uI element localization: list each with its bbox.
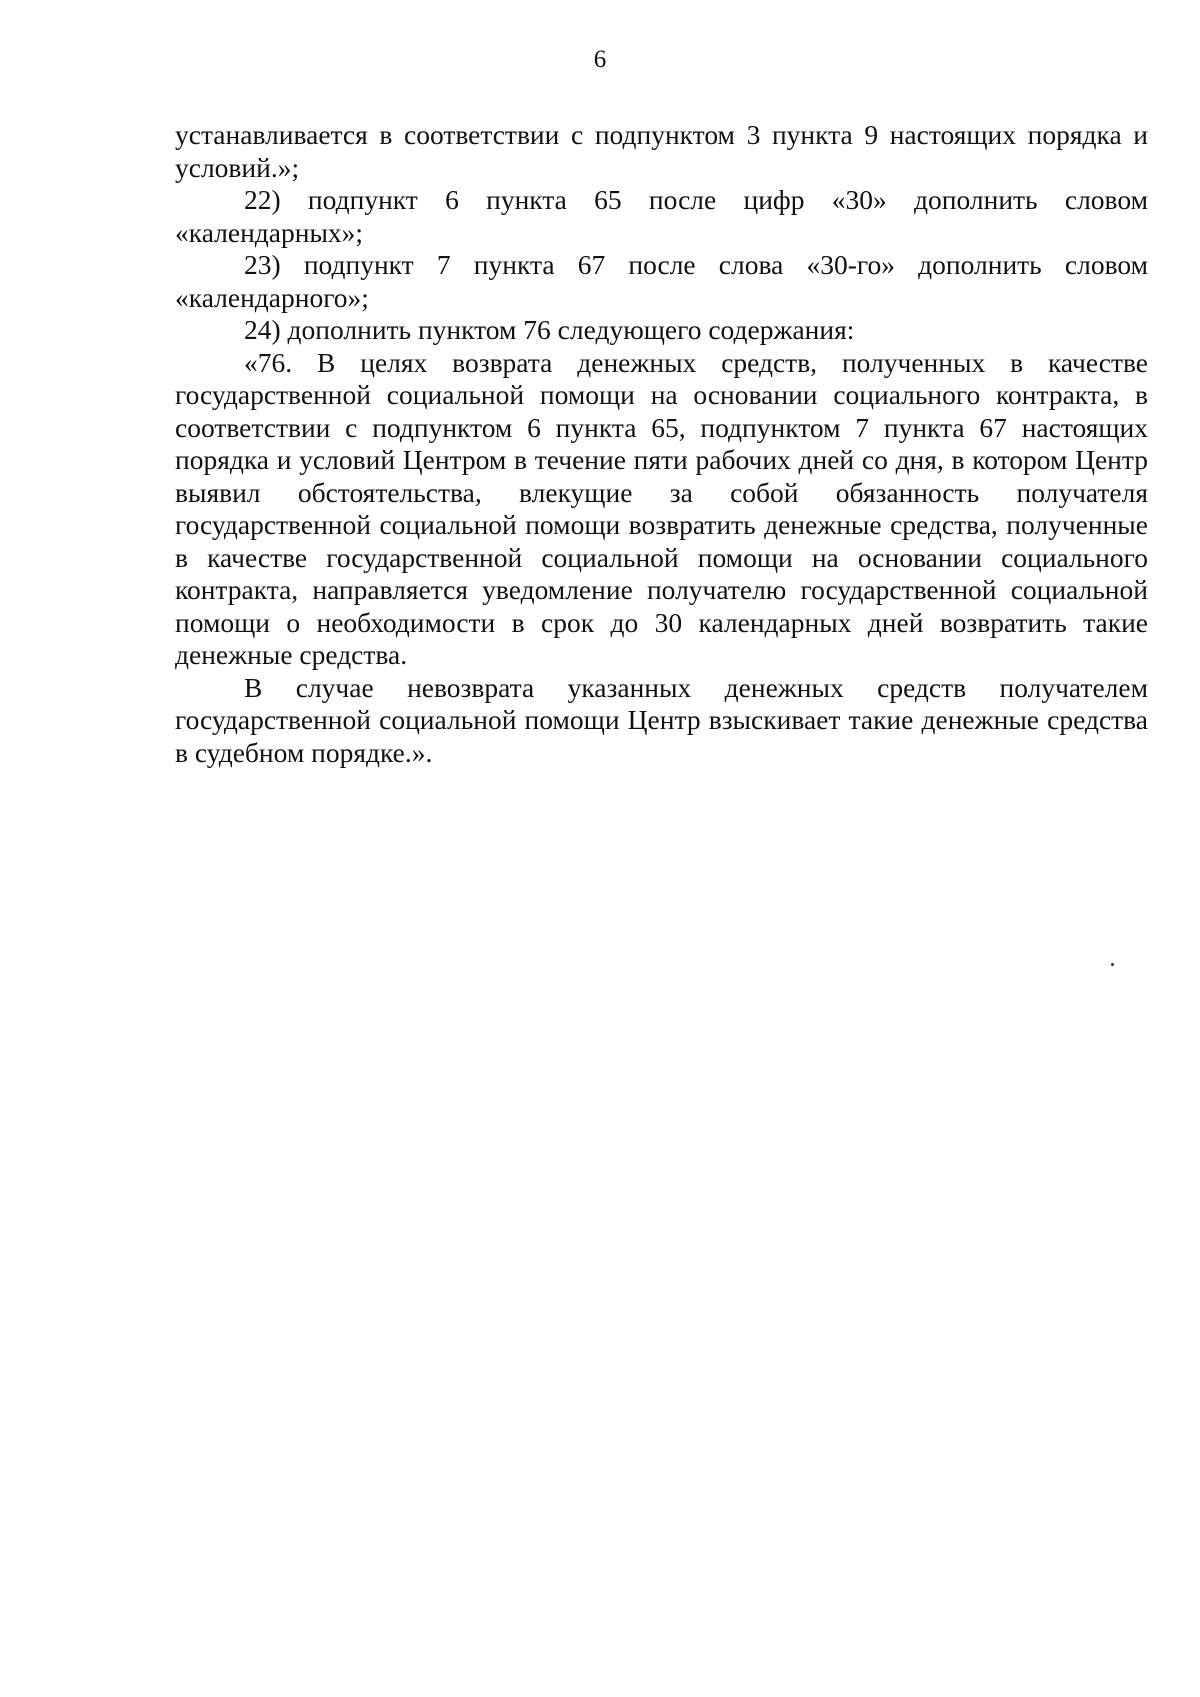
- paragraph-item-24: 24) дополнить пунктом 76 следующего содержания:: [244, 314, 855, 345]
- paragraph-clause-76: «76. В целях возврата денежных средств, полученных в качестве государственной социальной помощи на основании социального контракта, в соответствии с подпунктом 6 пункта 65, подпунктом 7 пункта 67 настоящих порядка и условий Центром в течение пяти рабочих дней со дня, в котором Центр выявил обстоятельства, влекущие за собой обязанность получателя государственной социальной помощи возвратить денежные средства, полученные в качестве государственной социальной помощи на основании социального контракта, направляется уведомление получателю государственной социальной помощи о необходимости в срок до 30 календарных дней возвратить такие денежные средства.: [175, 346, 1148, 670]
- document-body: [175, 119, 1148, 769]
- scan-speck: [1111, 963, 1114, 966]
- paragraph-item-22: 22) подпункт 6 пункта 65 после цифр «30» дополнить словом «календарных»;: [175, 184, 1148, 248]
- page-number: 6: [593, 46, 607, 73]
- paragraph-clause-76-continuation: В случае невозврата указанных денежных средств получателем государственной социальной помощи Центр взыскивает такие денежные средства в судебном порядке.».: [175, 671, 1148, 768]
- paragraph-item-23: 23) подпункт 7 пункта 67 после слова «30-го» дополнить словом «календарного»;: [175, 249, 1148, 313]
- paragraph-continuation: устанавливается в соответствии с подпунктом 3 пункта 9 настоящих порядка и условий.»;: [175, 119, 1148, 183]
